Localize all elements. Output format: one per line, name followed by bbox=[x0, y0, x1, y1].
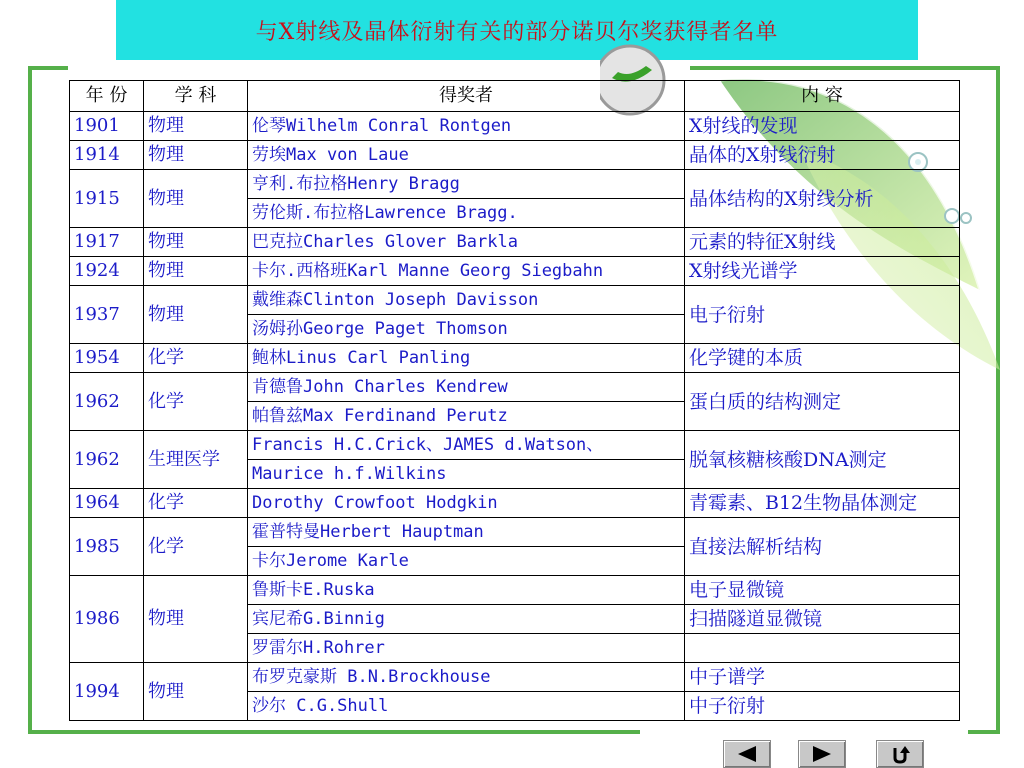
table-row bbox=[70, 228, 960, 257]
table-row bbox=[70, 170, 960, 199]
cell-field: 生理医学 bbox=[144, 431, 248, 489]
cell-year: 1924 bbox=[70, 257, 144, 286]
cell-laureate: 汤姆孙George Paget Thomson bbox=[248, 315, 685, 344]
cell-laureate: 宾尼希G.Binnig bbox=[248, 605, 685, 634]
cell-year: 1915 bbox=[70, 170, 144, 228]
frame-left-border bbox=[28, 66, 32, 734]
cell-laureate: 帕鲁兹Max Ferdinand Perutz bbox=[248, 402, 685, 431]
cell-work: 晶体的X射线衍射 bbox=[685, 141, 960, 170]
nobel-table bbox=[69, 80, 960, 721]
cell-field: 物理 bbox=[144, 663, 248, 721]
cell-field: 化学 bbox=[144, 489, 248, 518]
left-triangle-icon bbox=[736, 745, 758, 763]
cell-year: 1901 bbox=[70, 112, 144, 141]
cell-work: X射线光谱学 bbox=[685, 257, 960, 286]
cell-laureate: 戴维森Clinton Joseph Davisson bbox=[248, 286, 685, 315]
cell-work: 青霉素、B12生物晶体测定 bbox=[685, 489, 960, 518]
slide-title: 与X射线及晶体衍射有关的部分诺贝尔奖获得者名单 bbox=[116, 0, 918, 60]
cell-year: 1985 bbox=[70, 518, 144, 576]
cell-field: 物理 bbox=[144, 286, 248, 344]
cell-laureate: 鲁斯卡E.Ruska bbox=[248, 576, 685, 605]
cell-field: 物理 bbox=[144, 112, 248, 141]
cell-year: 1986 bbox=[70, 576, 144, 663]
table-row bbox=[70, 576, 960, 605]
cell-work bbox=[685, 634, 960, 663]
table-row bbox=[70, 257, 960, 286]
cell-laureate: 劳伦斯.布拉格Lawrence Bragg. bbox=[248, 199, 685, 228]
table-row bbox=[70, 112, 960, 141]
cell-year: 1917 bbox=[70, 228, 144, 257]
cell-laureate: Maurice h.f.Wilkins bbox=[248, 460, 685, 489]
cell-field: 物理 bbox=[144, 228, 248, 257]
cell-year: 1937 bbox=[70, 286, 144, 344]
cell-year: 1914 bbox=[70, 141, 144, 170]
header-work: 内 容 bbox=[685, 81, 960, 112]
cell-field: 物理 bbox=[144, 141, 248, 170]
cell-year: 1994 bbox=[70, 663, 144, 721]
cell-laureate: 卡尔.西格班Karl Manne Georg Siegbahn bbox=[248, 257, 685, 286]
return-button[interactable] bbox=[876, 740, 924, 768]
table-row bbox=[70, 489, 960, 518]
cell-field: 物理 bbox=[144, 257, 248, 286]
cell-field: 化学 bbox=[144, 344, 248, 373]
header-laureate: 得奖者 bbox=[248, 81, 685, 112]
cell-laureate: Dorothy Crowfoot Hodgkin bbox=[248, 489, 685, 518]
prev-button[interactable] bbox=[723, 740, 771, 768]
cell-year: 1954 bbox=[70, 344, 144, 373]
cell-field: 化学 bbox=[144, 373, 248, 431]
cell-work: 扫描隧道显微镜 bbox=[685, 605, 960, 634]
cell-year: 1962 bbox=[70, 373, 144, 431]
header-field: 学 科 bbox=[144, 81, 248, 112]
cell-work: 脱氧核糖核酸DNA测定 bbox=[685, 431, 960, 489]
cell-work: 元素的特征X射线 bbox=[685, 228, 960, 257]
table-row bbox=[70, 663, 960, 692]
cell-laureate: 霍普特曼Herbert Hauptman bbox=[248, 518, 685, 547]
table-row bbox=[70, 344, 960, 373]
cell-laureate: 鲍林Linus Carl Panling bbox=[248, 344, 685, 373]
cell-laureate: 亨利.布拉格Henry Bragg bbox=[248, 170, 685, 199]
cell-work: 中子谱学 bbox=[685, 663, 960, 692]
cell-laureate: 劳埃Max von Laue bbox=[248, 141, 685, 170]
table-row bbox=[70, 431, 960, 460]
frame-bottom-border bbox=[28, 730, 640, 734]
table-row bbox=[70, 141, 960, 170]
cell-laureate: 巴克拉Charles Glover Barkla bbox=[248, 228, 685, 257]
cell-field: 化学 bbox=[144, 518, 248, 576]
cell-laureate: 肯德鲁John Charles Kendrew bbox=[248, 373, 685, 402]
next-button[interactable] bbox=[798, 740, 846, 768]
cell-work: X射线的发现 bbox=[685, 112, 960, 141]
cell-laureate: 沙尔 C.G.Shull bbox=[248, 692, 685, 721]
cell-work: 直接法解析结构 bbox=[685, 518, 960, 576]
cell-work: 中子衍射 bbox=[685, 692, 960, 721]
cell-year: 1964 bbox=[70, 489, 144, 518]
cell-field: 物理 bbox=[144, 170, 248, 228]
table-header-row bbox=[70, 81, 960, 112]
header-year: 年 份 bbox=[70, 81, 144, 112]
cell-year: 1962 bbox=[70, 431, 144, 489]
table-row bbox=[70, 373, 960, 402]
cell-laureate: Francis H.C.Crick、JAMES d.Watson、 bbox=[248, 431, 685, 460]
right-triangle-icon bbox=[811, 745, 833, 763]
cell-laureate: 布罗克豪斯 B.N.Brockhouse bbox=[248, 663, 685, 692]
cell-work: 晶体结构的X射线分析 bbox=[685, 170, 960, 228]
cell-laureate: 卡尔Jerome Karle bbox=[248, 547, 685, 576]
cell-work: 化学键的本质 bbox=[685, 344, 960, 373]
frame-top-left-border bbox=[28, 66, 68, 70]
cell-field: 物理 bbox=[144, 576, 248, 663]
table-row bbox=[70, 518, 960, 547]
table-row bbox=[70, 286, 960, 315]
cell-work: 电子显微镜 bbox=[685, 576, 960, 605]
return-arrow-icon bbox=[889, 744, 911, 764]
frame-bottom-right-border bbox=[968, 730, 1000, 734]
cell-laureate: 罗雷尔H.Rohrer bbox=[248, 634, 685, 663]
cell-work: 电子衍射 bbox=[685, 286, 960, 344]
cell-work: 蛋白质的结构测定 bbox=[685, 373, 960, 431]
cell-laureate: 伦琴Wilhelm Conral Rontgen bbox=[248, 112, 685, 141]
